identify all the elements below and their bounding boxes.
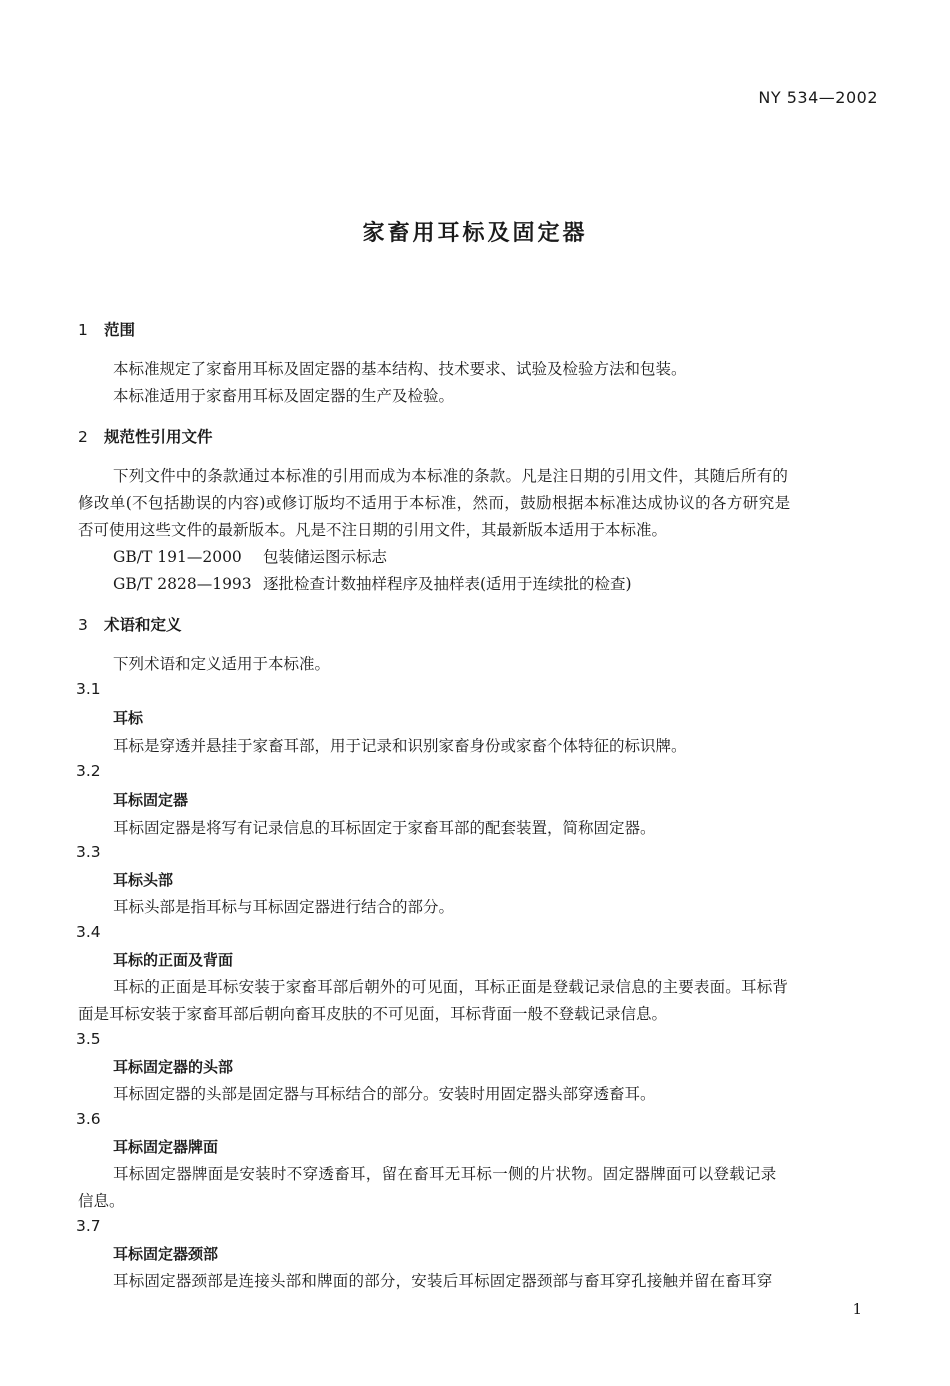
term-definition: 耳标固定器是将写有记录信息的耳标固定于家畜耳部的配套装置，简称固定器。 [113,819,656,837]
page-number: 1 [852,1300,862,1318]
reference-item [113,545,387,567]
term-definition: 耳标固定器颈部是连接头部和牌面的部分，安装后耳标固定器颈部与畜耳穿孔接触并留在畜耳穿 [113,1272,773,1290]
reference-item [113,572,632,594]
clause-number: 3.4 [76,923,101,941]
paragraph-line: 下列文件中的条款通过本标准的引用而成为本标准的条款。凡是注日期的引用文件，其随后所有的 [113,467,789,485]
term-heading: 耳标固定器颈部 [113,1245,219,1263]
clause-number: 3.3 [76,843,101,861]
term-definition: 耳标头部是指耳标与耳标固定器进行结合的部分。 [113,898,455,916]
reference-title: 逐批检查计数抽样程序及抽样表(适用于连续批的检查) [263,575,632,593]
standard-code: NY 534—2002 [758,88,878,107]
clause-number: 3.2 [76,762,101,780]
reference-code: GB/T 191—2000 [113,548,242,566]
reference-code: GB/T 2828—1993 [113,575,252,593]
section-number: 3 [78,616,88,634]
term-heading: 耳标固定器牌面 [113,1138,219,1156]
section-1-heading [78,318,135,340]
clause-number: 3.1 [76,680,101,698]
term-definition: 信息。 [78,1192,125,1210]
term-heading: 耳标 [113,709,144,727]
paragraph-line: 否可使用这些文件的最新版本。凡是不注日期的引用文件，其最新版本适用于本标准。 [78,521,668,539]
paragraph: 本标准规定了家畜用耳标及固定器的基本结构、技术要求、试验及检验方法和包装。 [113,360,687,378]
section-title: 范围 [104,321,136,339]
term-definition: 耳标固定器牌面是安装时不穿透畜耳，留在畜耳无耳标一侧的片状物。固定器牌面可以登载记录 [113,1165,777,1183]
term-heading: 耳标头部 [113,871,174,889]
section-3-heading [78,613,182,635]
paragraph-line: 修改单(不包括勘误的内容)或修订版均不适用于本标准，然而，鼓励根据本标准达成协议的各方研究是 [78,494,791,512]
term-definition: 耳标固定器的头部是固定器与耳标结合的部分。安装时用固定器头部穿透畜耳。 [113,1085,656,1103]
term-definition: 耳标是穿透并悬挂于家畜耳部，用于记录和识别家畜身份或家畜个体特征的标识牌。 [113,737,687,755]
document-title: 家畜用耳标及固定器 [362,221,588,246]
term-heading: 耳标固定器 [113,791,189,809]
term-heading: 耳标固定器的头部 [113,1058,234,1076]
section-title: 术语和定义 [104,616,182,634]
section-title: 规范性引用文件 [104,428,213,446]
clause-number: 3.5 [76,1030,101,1048]
clause-number: 3.7 [76,1217,101,1235]
reference-title: 包装储运图示标志 [263,548,388,566]
paragraph: 本标准适用于家畜用耳标及固定器的生产及检验。 [113,387,455,405]
section-2-heading [78,425,213,447]
term-definition: 面是耳标安装于家畜耳部后朝向畜耳皮肤的不可见面，耳标背面一般不登载记录信息。 [78,1005,668,1023]
clause-number: 3.6 [76,1110,101,1128]
section-number: 1 [78,321,88,339]
term-heading: 耳标的正面及背面 [113,951,234,969]
paragraph: 下列术语和定义适用于本标准。 [113,655,331,673]
term-definition: 耳标的正面是耳标安装于家畜耳部后朝外的可见面，耳标正面是登载记录信息的主要表面。耳标背 [113,978,789,996]
section-number: 2 [78,428,88,446]
